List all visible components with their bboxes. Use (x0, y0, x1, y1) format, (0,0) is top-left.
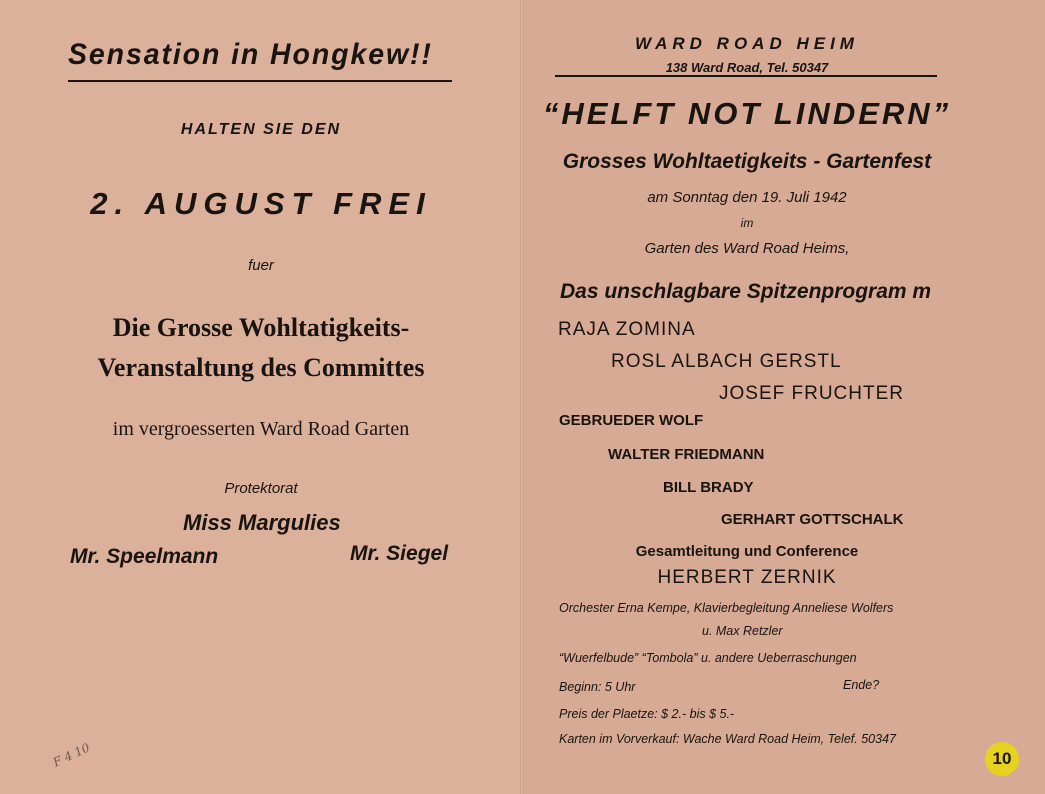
left-title-rule (68, 80, 452, 82)
programme-title: Das unschlagbare Spitzenprogram m (560, 280, 932, 303)
performer-item: BILL BRADY (663, 479, 754, 496)
end-time: Ende? (843, 678, 880, 692)
protektorat-label: Protektorat (224, 480, 298, 497)
ticket-prices: Preis der Plaetze: $ 2.- bis $ 5.- (559, 707, 735, 721)
performer-item: JOSEF FRUCHTER (719, 383, 904, 404)
headline: “HELFT NOT LINDERN” (542, 96, 952, 131)
left-title: Sensation in Hongkew!! (68, 38, 433, 71)
patron-siegel: Mr. Siegel (350, 542, 449, 565)
event-date: am Sonntag den 19. Juli 1942 (647, 189, 847, 206)
extras-line: “Wuerfelbude” “Tombola” u. andere Ueberraschungen (559, 651, 857, 665)
pencil-annotation: F 4 10 (50, 740, 92, 770)
performer-item: RAJA ZOMINA (558, 319, 696, 340)
performer-item: GERHART GOTTSCHALK (721, 511, 904, 528)
date-free: 2. AUGUST FREI (90, 186, 432, 221)
orchestra-line-1: Orchester Erna Kempe, Klavierbegleitung Anneliese Wolfers (559, 601, 894, 615)
patron-speelmann: Mr. Speelmann (70, 545, 219, 568)
event-subtitle: Grosses Wohltaetigkeits - Gartenfest (562, 150, 932, 173)
direction-label: Gesamtleitung und Conference (635, 543, 859, 560)
orchestra-line-2: u. Max Retzler (702, 624, 783, 638)
advance-sales: Karten im Vorverkauf: Wache Ward Road Heim, Telef. 50347 (559, 732, 896, 746)
event-venue: Garten des Ward Road Heims, (644, 240, 850, 257)
performer-item: ROSL ALBACH GERSTL (611, 351, 842, 372)
event-line-1: Die Grosse Wohltatigkeits- (112, 313, 410, 342)
header-rule (555, 75, 937, 77)
heim-header: WARD ROAD HEIM (635, 34, 859, 53)
heim-address: 138 Ward Road, Tel. 50347 (665, 60, 829, 75)
start-time: Beginn: 5 Uhr (559, 680, 636, 694)
patron-margulies: Miss Margulies (183, 510, 341, 535)
performer-item: GEBRUEDER WOLF (559, 412, 704, 429)
performer-item: WALTER FRIEDMANN (608, 446, 765, 463)
im-label: im (740, 216, 754, 230)
location-line: im vergroesserten Ward Road Garten (112, 418, 410, 440)
fuer-label: fuer (248, 257, 274, 274)
director-name: HERBERT ZERNIK (657, 567, 837, 588)
halten-line: HALTEN SIE DEN (180, 121, 342, 138)
event-line-2: Veranstaltung des Committes (97, 353, 425, 382)
left-page (0, 0, 522, 794)
page-number-badge: 10 (985, 742, 1019, 776)
